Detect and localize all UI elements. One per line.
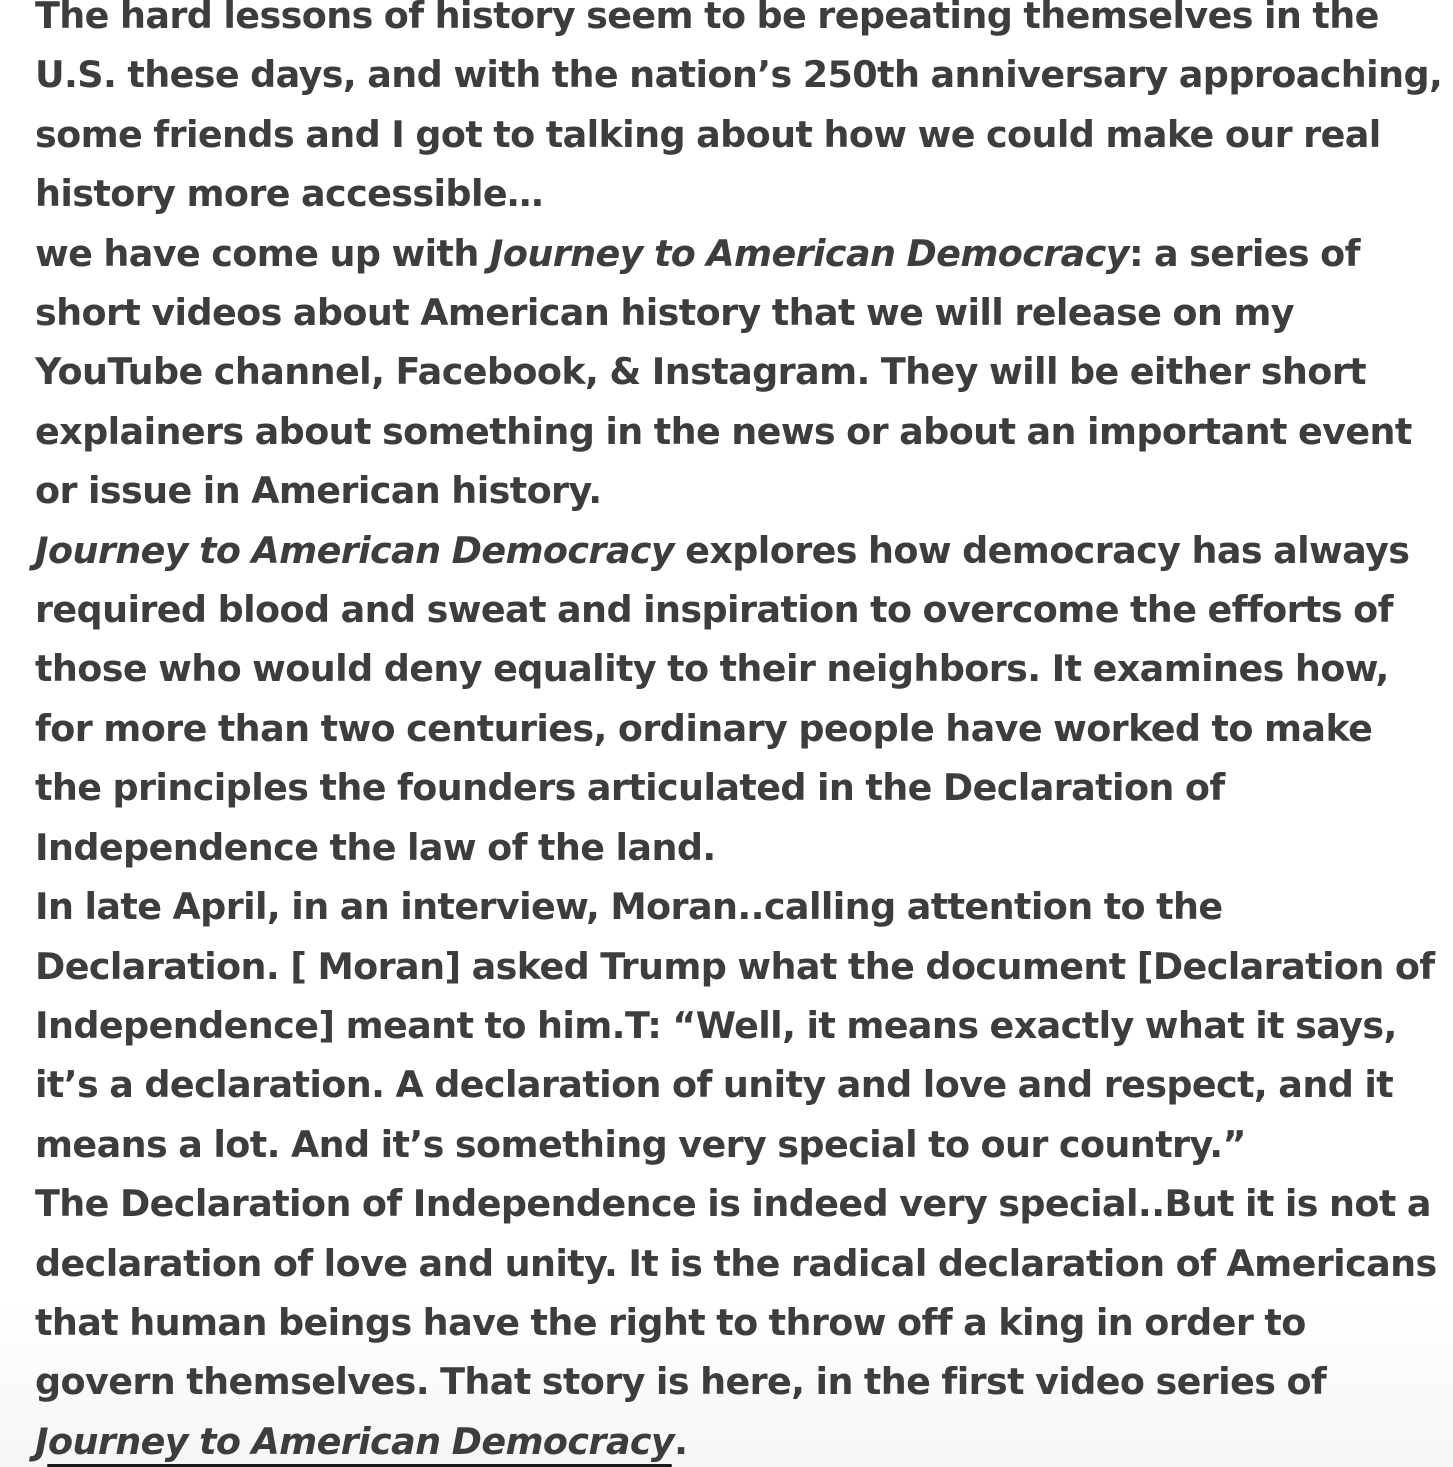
announcement-prefix: we have come up with [35, 231, 490, 275]
announcement-suffix: : a series of short videos about American history that we will release on my YouTube channel, Facebook, & Instagram. They will be either short explainers about something in the news or about an important event or issue in American history. [35, 231, 1412, 513]
conclusion-suffix: . [674, 1419, 688, 1463]
paragraph-intro [35, 0, 1445, 224]
paragraph-series-description [35, 521, 1445, 877]
series-title-italic: Journey to American Democracy [35, 528, 675, 572]
paragraph-interview [35, 877, 1445, 1174]
paragraph-interview-text: In late April, in an interview, Moran..calling attention to the Declaration. [ Moran] asked Trump what the document [Declaration of Independence] meant to him.T: “Well, it means exactly what it says, it’s a declaration. A declaration of unity and love and respect, and it means a lot. And it’s something very special to our country.” [35, 885, 1435, 1166]
paragraph-conclusion [35, 1174, 1445, 1467]
post-body [35, 0, 1445, 1467]
series-title-italic: Journey to American Democracy [489, 231, 1129, 275]
description-suffix: explores how democracy has always required blood and sweat and inspiration to overcome the efforts of those who would deny equality to their neighbors. It examines how, for more than two centuries, ordinary people have worked to make the principles the founders articulated in the Declaration of Independence the law of the land. [35, 528, 1410, 869]
paragraph-series-announcement [35, 224, 1445, 521]
conclusion-prefix: The Declaration of Independence is indeed very special..But it is not a declaration of love and unity. It is the radical declaration of Americans that human beings have the right to throw off a king in order to govern themselves. That story is here, in the first video series of [35, 1182, 1437, 1404]
paragraph-intro-text: The hard lessons of history seem to be repeating themselves in the U.S. these days, and with the nation’s 250th anniversary approaching, some friends and I got to talking about how we could make our real history more accessible… [35, 0, 1443, 216]
series-title-italic: Journey to American Democracy [35, 1419, 675, 1463]
